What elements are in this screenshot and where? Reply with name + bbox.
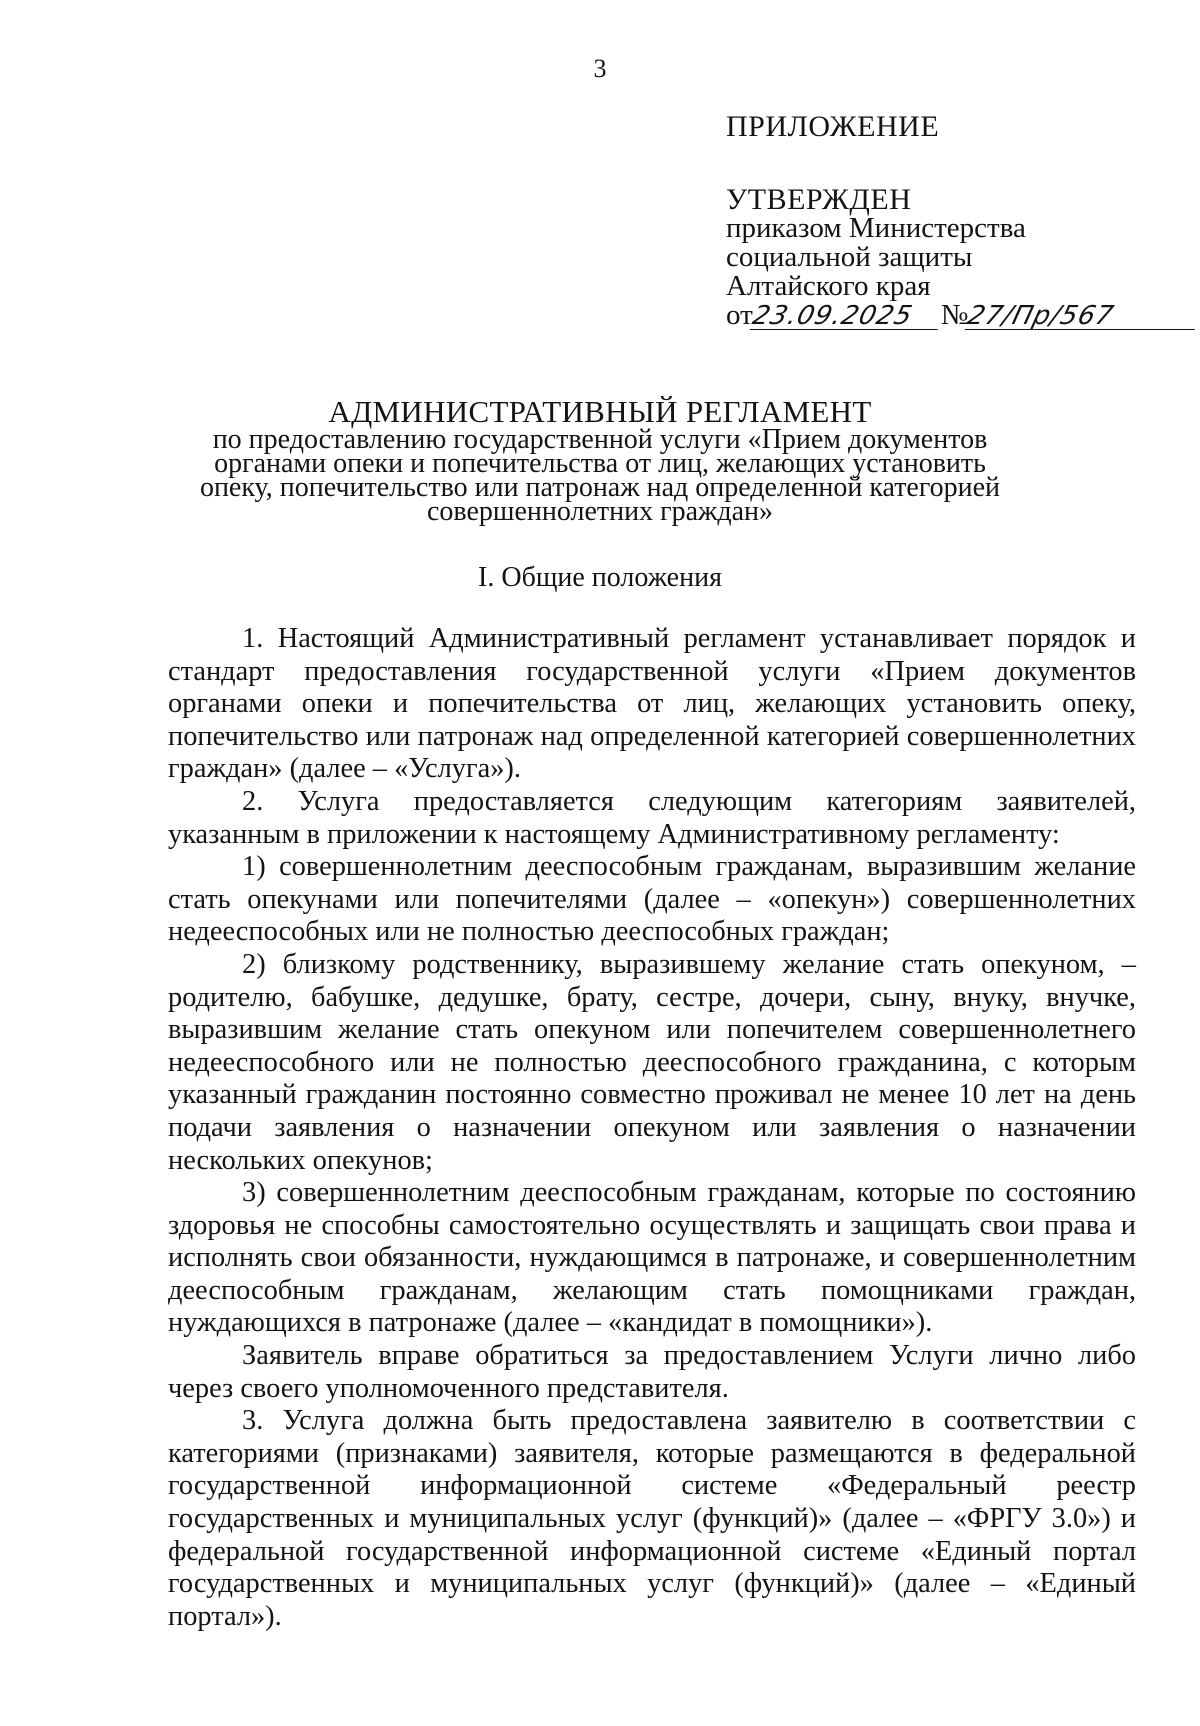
approved-label: УТВЕРЖДЕН bbox=[726, 183, 912, 216]
paragraph-1: 1. Настоящий Административный регламент устанавливает порядок и стандарт предоставления государственной услуги «Прием документов органами опеки и попечительства от лиц, желающих установить опеку, попечительство или патронаж над определенной категорией совершеннолетних граждан» (далее – «Услуга»). bbox=[168, 623, 1136, 785]
document-title: АДМИНИСТРАТИВНЫЙ РЕГЛАМЕНТ bbox=[328, 394, 872, 429]
subtitle-line: органами опеки и попечительства от лиц, желающих установить bbox=[214, 448, 986, 479]
approval-line-region: Алтайского края bbox=[726, 270, 931, 302]
order-date-number-line bbox=[726, 301, 1186, 335]
paragraph-representative: Заявитель вправе обратиться за предоставлением Услуги лично либо через своего уполномоченного представителя. bbox=[168, 1340, 1136, 1404]
approval-line-social: социальной защиты bbox=[726, 241, 973, 273]
paragraph-2-item-2: 2) близкому родственнику, выразившему желание стать опекуном, – родителю, бабушке, дедушке, брату, сестре, дочери, сыну, внуку, внучке, выразившим желание стать опекуном или попечителем совершеннолетнего недееспособного или не полностью дееспособного гражданина, с которым указанный гражданин постоянно совместно проживал не менее 10 лет на день подачи заявления о назначении опекуном или заявления о назначении нескольких опекунов; bbox=[168, 948, 1136, 1176]
number-sign: № bbox=[940, 299, 969, 331]
subtitle-line: совершеннолетних граждан» bbox=[426, 496, 774, 527]
paragraph-2-item-3: 3) совершеннолетним дееспособным гражданам, которые по состоянию здоровья не способны самостоятельно осуществлять и защищать свои права и исполнять свои обязанности, нуждающимся в патронаже, и совершеннолетним дееспособным гражданам, желающим стать помощниками граждан, нуждающихся в патронаже (далее – «кандидат в помощники»). bbox=[168, 1177, 1136, 1339]
approval-block bbox=[726, 112, 1186, 335]
from-label: от bbox=[726, 299, 753, 331]
appendix-label: ПРИЛОЖЕНИЕ bbox=[726, 110, 940, 143]
document-title-block bbox=[0, 394, 1200, 527]
section-heading: I. Общие положения bbox=[478, 562, 722, 593]
subtitle-line: опеку, попечительство или патронаж над определенной категорией bbox=[199, 472, 1001, 503]
subtitle-line: по предоставлению государственной услуги «Прием документов bbox=[212, 424, 988, 455]
document-body bbox=[168, 623, 1136, 1633]
approval-line-ministry: приказом Министерства bbox=[726, 212, 1026, 244]
paragraph-2-item-1: 1) совершеннолетним дееспособным гражданам, выразившим желание стать опекунами или попечителями (далее – «опекун») совершеннолетних недееспособных или не полностью дееспособных граждан; bbox=[168, 851, 1136, 948]
handwritten-date: 23.09.2025 bbox=[749, 303, 944, 330]
page-number: 3 bbox=[593, 54, 607, 83]
handwritten-order-number: 27/Пр/567 bbox=[965, 303, 1200, 330]
paragraph-3: 3. Услуга должна быть предоставлена заявителю в соответствии с категориями (признаками) заявителя, которые размещаются в федеральной государственной информационной системе «Федеральный реестр государственных и муниципальных услуг (функций)» (далее – «ФРГУ 3.0») и федеральной государственной информационной системе «Единый портал государственных и муниципальных услуг (функций)» (далее – «Единый портал»). bbox=[168, 1405, 1136, 1632]
paragraph-2: 2. Услуга предоставляется следующим категориям заявителей, указанным в приложении к настоящему Административному регламенту: bbox=[168, 785, 1136, 850]
